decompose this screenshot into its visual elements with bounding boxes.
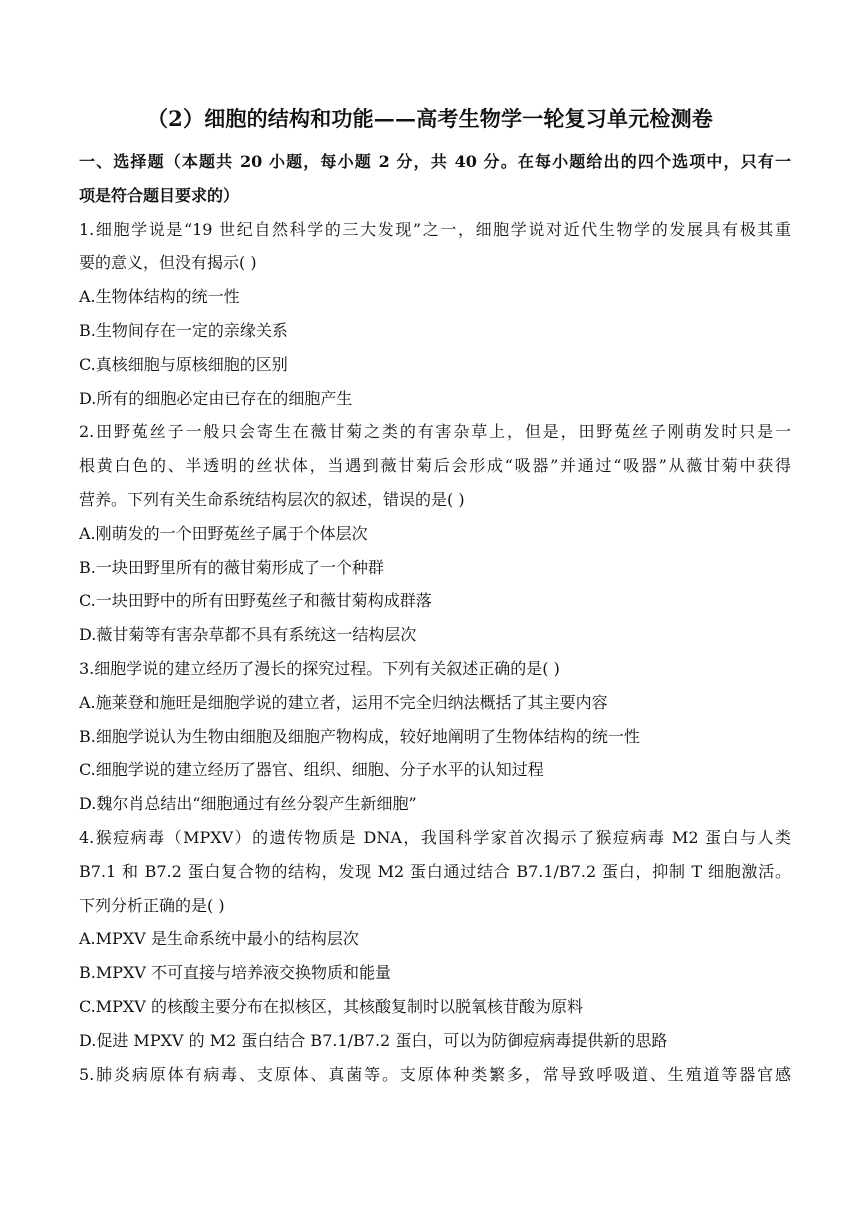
question-stem-line: B7.1 和 B7.2 蛋白复合物的结构，发现 M2 蛋白通过结合 B7.1/B7.2 蛋白，抑制 T 细胞激活。: [79, 861, 791, 881]
question-stem-line: 3.细胞学说的建立经历了漫长的探究过程。下列有关叙述正确的是( ): [79, 658, 560, 678]
question-stem-line: 2.田野菟丝子一般只会寄生在薇甘菊之类的有害杂草上，但是，田野菟丝子刚萌发时只是一: [79, 422, 791, 442]
option-a: A.施莱登和施旺是细胞学说的建立者，运用不完全归纳法概括了其主要内容: [79, 692, 608, 712]
question-4: [79, 821, 791, 1058]
question-stem-line: 4.猴痘病毒（MPXV）的遗传物质是 DNA，我国科学家首次揭示了猴痘病毒 M2 蛋白与人类: [79, 827, 791, 847]
question-stem-line: 5.肺炎病原体有病毒、支原体、真菌等。支原体种类繁多，常导致呼吸道、生殖道等器官感: [79, 1064, 791, 1084]
option-d: D.魏尔肖总结出“细胞通过有丝分裂产生新细胞”: [79, 794, 417, 814]
option-b: B.一块田野里所有的薇甘菊形成了一个种群: [79, 557, 384, 577]
question-3: [79, 652, 791, 821]
document-title: （2）细胞的结构和功能——高考生物学一轮复习单元检测卷: [146, 106, 713, 131]
option-c: C.一块田野中的所有田野菟丝子和薇甘菊构成群落: [79, 591, 432, 611]
option-d: D.薇甘菊等有害杂草都不具有系统这一结构层次: [79, 625, 417, 645]
section-heading-line-2: 项是符合题目要求的）: [79, 185, 240, 205]
option-b: B.细胞学说认为生物由细胞及细胞产物构成，较好地阐明了生物体结构的统一性: [79, 726, 640, 746]
question-1: [79, 213, 791, 416]
question-stem-line: 要的意义，但没有揭示( ): [79, 253, 257, 273]
question-stem-line: 下列分析正确的是( ): [79, 895, 225, 915]
option-a: A.刚萌发的一个田野菟丝子属于个体层次: [79, 523, 368, 543]
option-d: D.促进 MPXV 的 M2 蛋白结合 B7.1/B7.2 蛋白，可以为防御痘病毒提供新的思路: [79, 1030, 668, 1050]
option-c: C.真核细胞与原核细胞的区别: [79, 354, 288, 374]
question-stem-line: 1.细胞学说是“19 世纪自然科学的三大发现”之一，细胞学说对近代生物学的发展具有极其重: [79, 219, 791, 239]
question-2: [79, 415, 791, 652]
question-5: [79, 1058, 791, 1092]
question-stem-line: 根黄白色的、半透明的丝状体，当遇到薇甘菊后会形成“吸器”并通过“吸器”从薇甘菊中获得: [79, 456, 791, 476]
option-d: D.所有的细胞必定由已存在的细胞产生: [79, 388, 353, 408]
option-c: C.细胞学说的建立经历了器官、组织、细胞、分子水平的认知过程: [79, 760, 544, 780]
document-body: [79, 145, 791, 1091]
question-stem-line: 营养。下列有关生命系统结构层次的叙述，错误的是( ): [79, 489, 465, 509]
option-a: A.MPXV 是生命系统中最小的结构层次: [79, 929, 359, 949]
option-a: A.生物体结构的统一性: [79, 287, 240, 307]
section-heading-line-1: 一、选择题（本题共 20 小题，每小题 2 分，共 40 分。在每小题给出的四个选项中，只有一: [79, 152, 791, 171]
option-b: B.生物间存在一定的亲缘关系: [79, 320, 288, 340]
option-b: B.MPXV 不可直接与培养液交换物质和能量: [79, 963, 392, 983]
option-c: C.MPXV 的核酸主要分布在拟核区，其核酸复制时以脱氧核苷酸为原料: [79, 996, 583, 1016]
